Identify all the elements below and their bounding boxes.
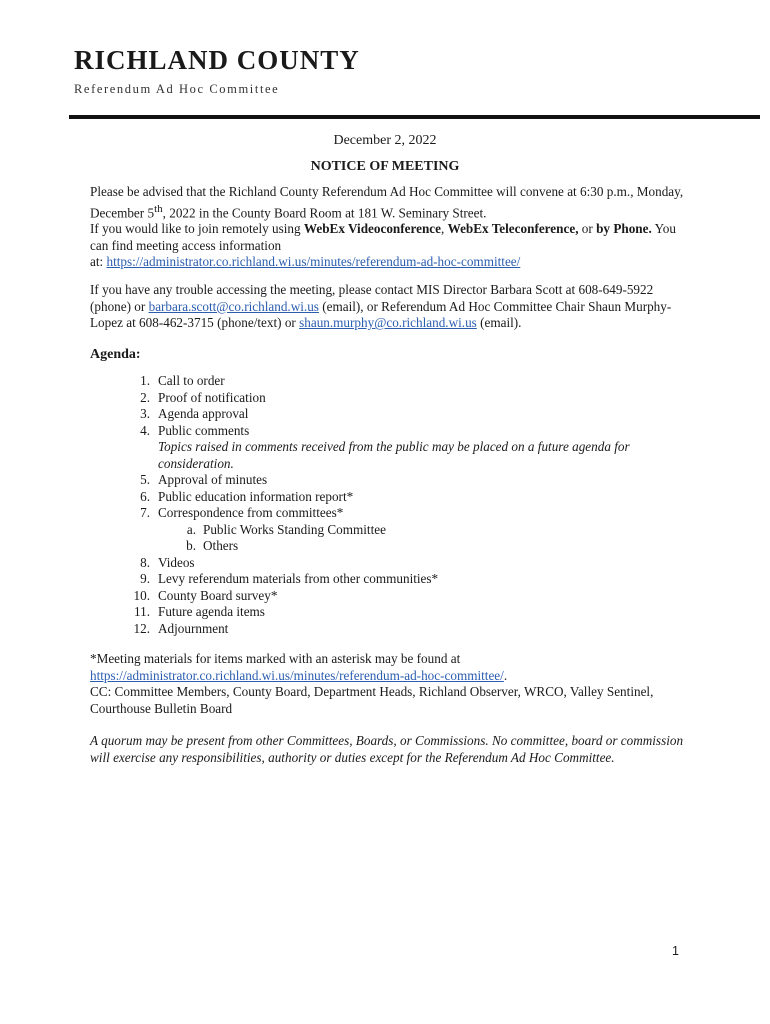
agenda-item-number: 9. xyxy=(140,571,150,586)
agenda-item xyxy=(90,505,690,555)
intro-text-4: , xyxy=(441,221,448,237)
agenda-item-number: 2. xyxy=(140,389,150,405)
agenda-subitem xyxy=(158,522,690,539)
shaun-email-link[interactable]: shaun.murphy@co.richland.wi.us xyxy=(299,315,477,330)
barbara-email-link[interactable]: barbara.scott@co.richland.wi.us xyxy=(148,298,319,314)
agenda-item-text: Approval of minutes xyxy=(158,472,268,487)
agenda-item-text: Levy referendum materials from other communities* xyxy=(158,571,439,586)
header-rule xyxy=(69,115,760,119)
agenda-item-number: 6. xyxy=(140,488,150,504)
webex-video-label: WebEx Videoconference xyxy=(303,221,442,237)
contact-text-1: If you have any trouble accessing the meeting, please contact MIS Director Barbara Scott at 608-649-5922 (phone) or xyxy=(90,282,654,314)
agenda-item xyxy=(90,423,690,473)
intro-text-7: at: xyxy=(90,254,107,270)
agenda-subitem-letter: b. xyxy=(186,538,196,553)
agenda-item xyxy=(90,588,690,605)
agenda-item xyxy=(90,390,690,407)
meeting-info-link[interactable]: https://administrator.co.richland.wi.us/minutes/referendum-ad-hoc-committee/ xyxy=(106,254,521,270)
agenda-item-number: 4. xyxy=(140,422,150,438)
intro-text-2: , 2022 in the County Board Room at 181 W. Seminary Street. xyxy=(162,204,487,220)
agenda-item-number: 12. xyxy=(133,620,150,636)
agenda-item xyxy=(90,373,690,390)
intro-text-1: Please be advised that the Richland County Referendum Ad Hoc Committee will convene at 6:30 p.m., Monday, December 5 xyxy=(90,184,684,220)
agenda-item-number: 10. xyxy=(133,587,150,603)
cc-list: CC: Committee Members, County Board, Department Heads, Richland Observer, WRCO, Valley Sentinel, Courthouse Bulletin Board xyxy=(90,684,654,716)
materials-paragraph xyxy=(90,651,690,717)
agenda-item-number: 5. xyxy=(140,472,150,487)
agenda-item-number: 3. xyxy=(140,406,150,421)
agenda-item-text: Videos xyxy=(158,554,195,570)
agenda-heading: Agenda: xyxy=(90,347,141,362)
agenda-item xyxy=(90,406,690,423)
agenda-item xyxy=(90,472,690,489)
intro-text-6: You can find meeting access information xyxy=(90,221,676,253)
intro-text-3: If you would like to join remotely using xyxy=(90,221,304,237)
materials-text: *Meeting materials for items marked with an asterisk may be found at xyxy=(90,651,461,666)
materials-link[interactable]: https://administrator.co.richland.wi.us/minutes/referendum-ad-hoc-committee/ xyxy=(90,667,504,683)
agenda-list xyxy=(90,373,690,637)
quorum-notice: A quorum may be present from other Committees, Boards, or Commissions. No committee, board or commission will exercise any responsibilities, authority or duties except for the Referendum Ad Hoc Committee. xyxy=(90,733,684,765)
agenda-item xyxy=(90,571,690,588)
agenda-sublist xyxy=(158,522,690,555)
webex-tele-label: WebEx Teleconference, xyxy=(447,221,579,237)
agenda-item-text: Future agenda items xyxy=(158,604,265,619)
agenda-item xyxy=(90,621,690,638)
agenda-item-number: 8. xyxy=(140,554,150,570)
agenda-item-text: Public comments xyxy=(158,422,250,438)
notice-title: NOTICE OF MEETING xyxy=(310,159,460,174)
contact-paragraph xyxy=(90,282,690,332)
notice-date: December 2, 2022 xyxy=(333,133,437,148)
agenda-item-note: Topics raised in comments received from the public may be placed on a future agenda for consideration. xyxy=(158,439,630,471)
agenda-item-text: Correspondence from committees* xyxy=(158,505,344,520)
phone-label: by Phone. xyxy=(596,221,652,237)
agenda-item-text: Proof of notification xyxy=(158,389,266,405)
intro-superscript: th xyxy=(154,202,163,215)
agenda-item xyxy=(90,604,690,621)
agenda-item-text: Adjournment xyxy=(158,620,229,636)
agenda-item-text: Public education information report* xyxy=(158,488,354,504)
agenda-item-text: County Board survey* xyxy=(158,587,278,603)
agenda-item-number: 7. xyxy=(140,505,150,520)
agenda-subitem-text: Public Works Standing Committee xyxy=(203,521,386,537)
agenda-item xyxy=(90,489,690,506)
agenda-item-number: 11. xyxy=(134,604,150,619)
committee-subtitle: Referendum Ad Hoc Committee xyxy=(74,82,280,96)
agenda-subitem xyxy=(158,538,690,555)
agenda-item-text: Call to order xyxy=(158,373,225,388)
intro-text-5: or xyxy=(578,221,597,237)
agenda-item-text: Agenda approval xyxy=(158,406,249,421)
materials-period: . xyxy=(503,667,508,683)
agenda-item-number: 1. xyxy=(140,373,150,388)
page-number: 1 xyxy=(672,944,679,958)
agenda-item xyxy=(90,555,690,572)
intro-paragraph xyxy=(90,184,690,271)
org-title: RICHLAND COUNTY xyxy=(74,45,360,75)
contact-text-2: (email), or Referendum Ad Hoc Committee Chair Shaun Murphy-Lopez at 608-462-3715 (phone/text) or xyxy=(90,298,672,330)
agenda-subitem-text: Others xyxy=(203,538,239,553)
agenda-subitem-letter: a. xyxy=(186,521,196,537)
contact-text-3: (email). xyxy=(476,315,522,330)
